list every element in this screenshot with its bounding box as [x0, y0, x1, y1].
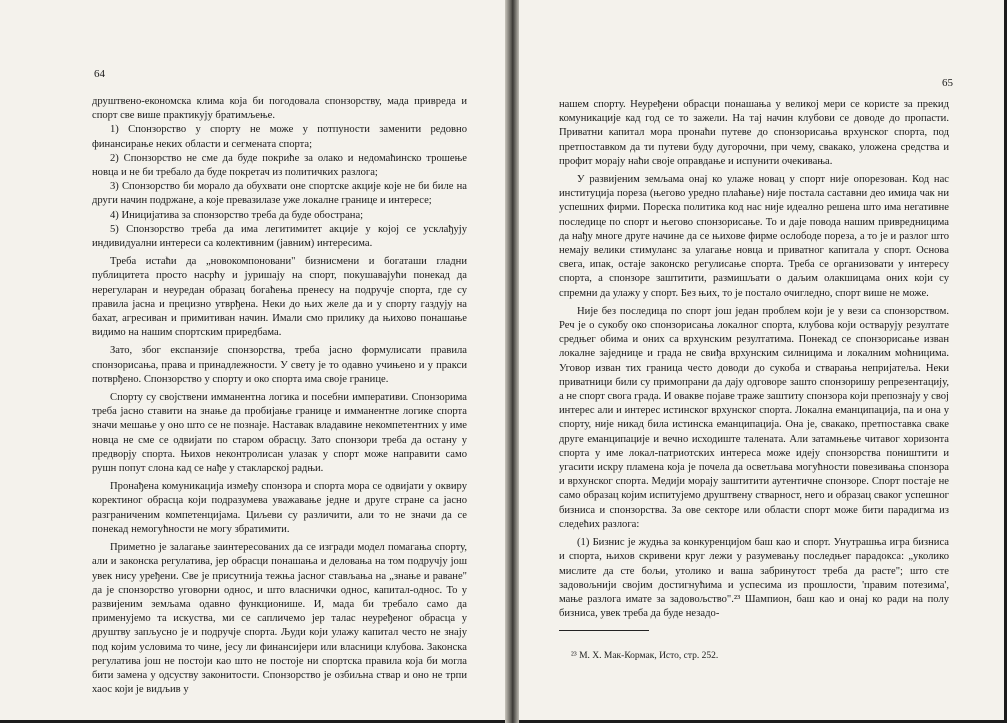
page-number: 65 — [942, 77, 953, 89]
right-page — [519, 0, 1004, 720]
paragraph: друштвено-економска клима која би погодовала спонзорству, мада приврeда и спорт све више практикују братимљење. — [92, 96, 467, 122]
footnote-rule — [559, 630, 649, 631]
left-page — [0, 0, 505, 720]
book-gutter — [505, 0, 519, 723]
page-number: 64 — [94, 68, 105, 80]
right-page-text — [559, 98, 949, 621]
paragraph: У развијеним земљама онај ко улаже новац у спорт није опорезован. Код нас институција пореза (његово уредно плаћање) није постала саставни део имиџа чак ни успешних фирми. Пореска политика код нас није идеално решена што има негативне последице по спорт и његово спонзорисање. То и даје повода нашим привредницима да нађу многе друге начине да се њихове фирме ослободе пореза, а то је и разлог што немају велики стимуланс за улагање новца и приватног капитала у спорт. Основа свега, ипак, остаје законско регулисање спорта. Треба се организовати у интересу спорта, а спонзоре заштитити, размишљати о даљим олакшицама оних који су спремни да улажу у спорт. Без њих, то је постало очигледно, спорт више не може. — [559, 174, 949, 299]
paragraph: Зато, због експанзије спонзорства, треба јасно формулисати правила спонзорисања, права и принадлежности. У свету је то одавно учињено и у пракси потврђено. Спонзорство у спорту и око спорта има своје границе. — [92, 345, 467, 385]
paragraph: Није без последица по спорт још један проблем који је у вези са спонзорством. Реч је о сукобу око спонзорисања локалног спорта, клубова који остварују резултате средњег обима и оних са врхунским резултатима. Понекад се спонзорисање изван локалне заједнице и града не свиђа врхунским силницима и локалним моћницима. Уговор изван тих граница често доводи до сукоба и стварања непријатеља. Неки приватници били су примопрани да дају одговоре зашто спонзоришу репрезентацију, а не спорт свога града. И оваквe појаве траже заштиту спонзора који препознају у свој интерес али и интерес истинског врхунског спорта. Локална еманципација, па и она у спорту, није никад била истинска еманципација. Она је, свакако, претпоставка сваке друге еманципације и вечно исходиште талената. Али затамњење читавог хоризонта спорта у име локал-патриотских интереса може идеју спонзорства поништити и угасити искру пламена која је почела да осветљава могућности повезивања спонзора и врхунског спорта. Медији морају заштитити аутентичне спонзоре. Спорт постаје не само образац којим испитујемо друштвену стварност, него и образац сваког успешног бизниса и спонзорства. За ове секторе или области спорт може бити парадигма из следећих разлога: — [559, 305, 949, 530]
list-item: 2) Спонзорство не сме да буде покриће за олако и недомаћинско трошење новца и не би требало да буде покретач из политичких разлога; — [92, 152, 467, 179]
list-item: 5) Спонзорство треба да има легитимитет акције у којој се усклађују индивидуални интереси са колективним (јавним) интересима. — [92, 223, 467, 250]
footnote: ²³ М. Х. Мак-Кормак, Исто, стр. 252. — [571, 651, 719, 661]
paragraph: Треба истаћи да „новокомпоновани" бизнисмени и богаташи гладни публицитета просто насрћу и јуришају на спорт, покушавајући понекад да нерегуларан и неуредан образац богаћења пренесу на подручје спорта, где су правила јасна и прецизно утврђена. Неки до њих желе да и у спорту газдују на бахат, агресиван и примитиван начин. Имали смо прилику да њихово понашање видимо на нашим спортским приредбама. — [92, 256, 467, 339]
paragraph: (1) Бизнис је жудња за конкуренцијом баш као и спорт. Унутрашња игра бизниса и спорта, њихов скривени круг лежи у разумевању последњег парадокса: „уколико мислите да сте бољи, утолико и ваша забринутост треба да расте"; што сте задовољнији својим достигнућима и успесима из прошлости, 'правим потезима', мање разлога имате за задовољство".²³ Шампион, баш као и онај ко ради на полу бизниса, увек треба да буде незадо- — [559, 537, 949, 620]
left-page-text — [92, 95, 467, 697]
list-item: 3) Спонзорство би морало да обухвати оне спортске акције које не би биле на други начин подржане, а које превазилазе уже локалне границе и интересе; — [92, 181, 467, 207]
paragraph: Спорту су својствени имманентна логика и посебни императиви. Спонзорима треба јасно ставити на знање да пробијање границе и имманентне логике спорта значи мешање у оно што се не познаје. Наставак владавине некомпетентних у име новца не сме се одвијати по старом обрасцу. Зато спонзори треба да остану у предворју спорта. Њихов неконтролисан улазак у спорт може направити само рушн попут слона кад се нађе у стакларској радњи. — [92, 392, 467, 475]
paragraph: нашем спорту. Неуређени обрасци понашања у великој мери се користе за прекид комуникације кад год се то зажели. На тај начин клубови се доводе до пропасти. Приватни капитал мора пронаћи путеве до спонзорисања врхунског спорта, под претпоставком да ти путеви буду дугорочни, при чему, свакако, уложена средства и профит морају наћи своје оправдање и испунити очекивања. — [559, 99, 949, 167]
paragraph: Приметно је залагање заинтересованих да се изгради модел помагања спорту, али и законска регулатива, јер обрасци понашања и деловања на том подручју још увек нису уређени. Све је присутнија тежња јасног стављања на „знање и раване" да је спонзорство уговорни однос, и што власнички однос, капитал-однос. То у развијеним земљама одавно функционише. И, мада би требало само да применујемо та искуства, ми се сапличемо јер талас неуређеног обрасца у друштву запљусно је и подручје спорта. Људи који улажу капитал често не знају под којим условима то чине, јесу ли финансијери или власници клубова. Законска регулатива још не постоји као што не постоје ни спортска правила која би могла бити замена у одсуству законитости. Спонзорство је озбиљна ствар и оно не трпи хаос који је видљив у — [92, 542, 467, 696]
list-item: 1) Спонзорство у спорту не може у потпуности заменити редовно финансирање неких области и сегмената спорта; — [92, 124, 467, 150]
list-item: 4) Иницијатива за спонзорство треба да буде обострана; — [110, 209, 364, 221]
paragraph: Пронађена комуникација између спонзора и спорта мора се одвијати у оквиру коректиног обрасца који подразумева уважавање једне и друге стране са јасно разграниченим компетенцијама. Циљеви су различити, али то не значи да се понекад немогућности не могу збратимити. — [92, 481, 467, 535]
